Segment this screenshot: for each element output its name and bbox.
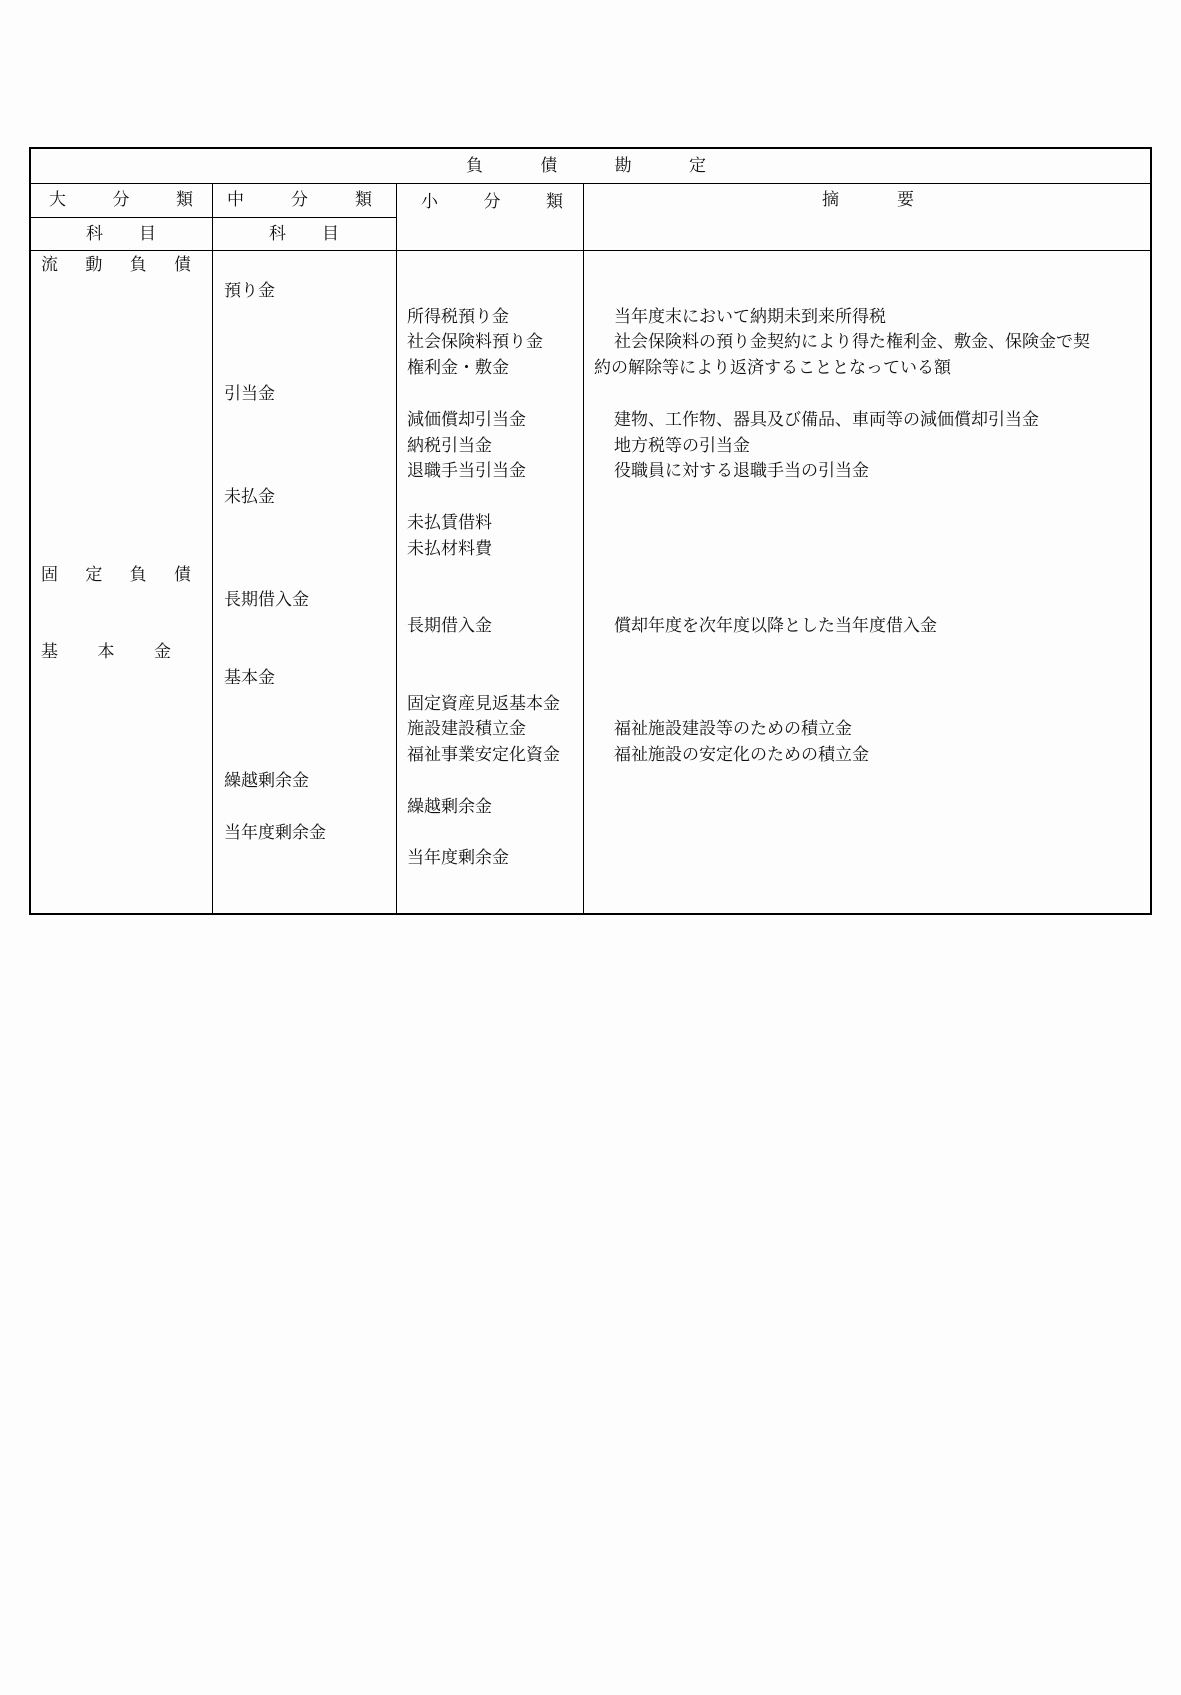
header-char: 分	[291, 190, 308, 210]
minor-category-item: 社会保険料預り金	[407, 332, 543, 353]
summary-text: 償却年度を次年度以降とした当年度借入金	[614, 616, 937, 637]
minor-category-item: 当年度剰余金	[407, 848, 509, 869]
minor-category-item: 福祉事業安定化資金	[407, 745, 560, 766]
header-char: 分	[483, 192, 501, 212]
major-category-item	[41, 562, 191, 588]
major-category-item	[41, 252, 191, 278]
header-char: 要	[897, 190, 914, 210]
liability-account-table	[29, 147, 1152, 915]
major-category-char: 負	[129, 564, 147, 585]
header-summary	[822, 190, 914, 210]
title-char: 債	[540, 156, 558, 176]
title-char: 負	[466, 156, 483, 176]
header-middle-sub	[269, 224, 339, 244]
summary-text: 約の解除等により返済することとなっている額	[594, 358, 951, 379]
summary-text: 建物、工作物、器具及び備品、車両等の減価償却引当金	[614, 409, 1039, 430]
col-divider-3	[583, 183, 584, 913]
summary-text: 福祉施設建設等のための積立金	[614, 719, 852, 740]
summary-text: 社会保険料の預り金契約により得た権利金、敷金、保険金で契	[614, 332, 1090, 353]
summary-text: 福祉施設の安定化のための積立金	[614, 745, 869, 766]
middle-category-item: 基本金	[224, 667, 275, 688]
middle-category-item: 未払金	[224, 487, 275, 508]
header-char: 類	[355, 190, 372, 210]
minor-category-item: 権利金・敷金	[407, 358, 509, 379]
header-minor	[421, 192, 563, 212]
major-category-char: 債	[173, 255, 191, 275]
table-title	[466, 156, 706, 176]
minor-category-item: 納税引当金	[407, 435, 492, 456]
header-char: 科	[269, 224, 286, 244]
header-char: 小	[421, 192, 438, 212]
header-char: 類	[546, 192, 563, 212]
header-char: 分	[112, 190, 130, 210]
major-category-char: 定	[85, 564, 103, 585]
title-char: 勘	[614, 156, 632, 176]
major-category-item	[41, 639, 171, 665]
header-char: 中	[227, 190, 244, 210]
header-body-divider	[31, 250, 1150, 251]
middle-category-item: 預り金	[224, 280, 275, 301]
minor-category-item: 固定資産見返基本金	[407, 693, 560, 714]
summary-text: 地方税等の引当金	[614, 435, 750, 456]
title-char: 定	[688, 156, 706, 176]
minor-category-item: 施設建設積立金	[407, 719, 526, 740]
summary-text: 役職員に対する退職手当の引当金	[614, 461, 869, 482]
major-category-char: 流	[41, 255, 58, 275]
minor-category-item: 長期借入金	[407, 616, 492, 637]
header-char: 大	[49, 190, 66, 210]
header-middle	[227, 190, 372, 210]
header-char: 科	[86, 224, 103, 244]
major-category-char: 本	[97, 642, 115, 662]
major-category-char: 動	[85, 255, 103, 275]
major-category-char: 負	[129, 255, 147, 275]
header-char: 目	[322, 224, 339, 244]
header-sub-divider	[31, 217, 396, 218]
major-category-char: 債	[173, 564, 191, 585]
minor-category-item: 繰越剰余金	[407, 796, 492, 817]
col-divider-1	[212, 183, 213, 913]
summary-text: 当年度末において納期未到来所得税	[614, 306, 886, 327]
title-divider	[31, 183, 1150, 184]
middle-category-item: 長期借入金	[224, 590, 309, 611]
header-major	[49, 190, 193, 210]
major-category-char: 基	[41, 642, 58, 662]
middle-category-item: 引当金	[224, 384, 275, 404]
header-char: 目	[139, 224, 156, 244]
minor-category-item: 退職手当引当金	[407, 461, 526, 482]
minor-category-item: 未払賃借料	[407, 513, 492, 533]
header-char: 摘	[822, 190, 839, 210]
middle-category-item: 繰越剰余金	[224, 771, 309, 791]
major-category-char: 金	[154, 642, 171, 662]
major-category-char: 固	[41, 564, 58, 585]
middle-category-item: 当年度剰余金	[224, 822, 326, 843]
col-divider-2	[396, 183, 397, 913]
minor-category-item: 減価償却引当金	[407, 409, 526, 430]
minor-category-item: 所得税預り金	[407, 306, 509, 327]
header-char: 類	[176, 190, 193, 210]
header-major-sub	[86, 224, 156, 244]
minor-category-item: 未払材料費	[407, 538, 492, 559]
